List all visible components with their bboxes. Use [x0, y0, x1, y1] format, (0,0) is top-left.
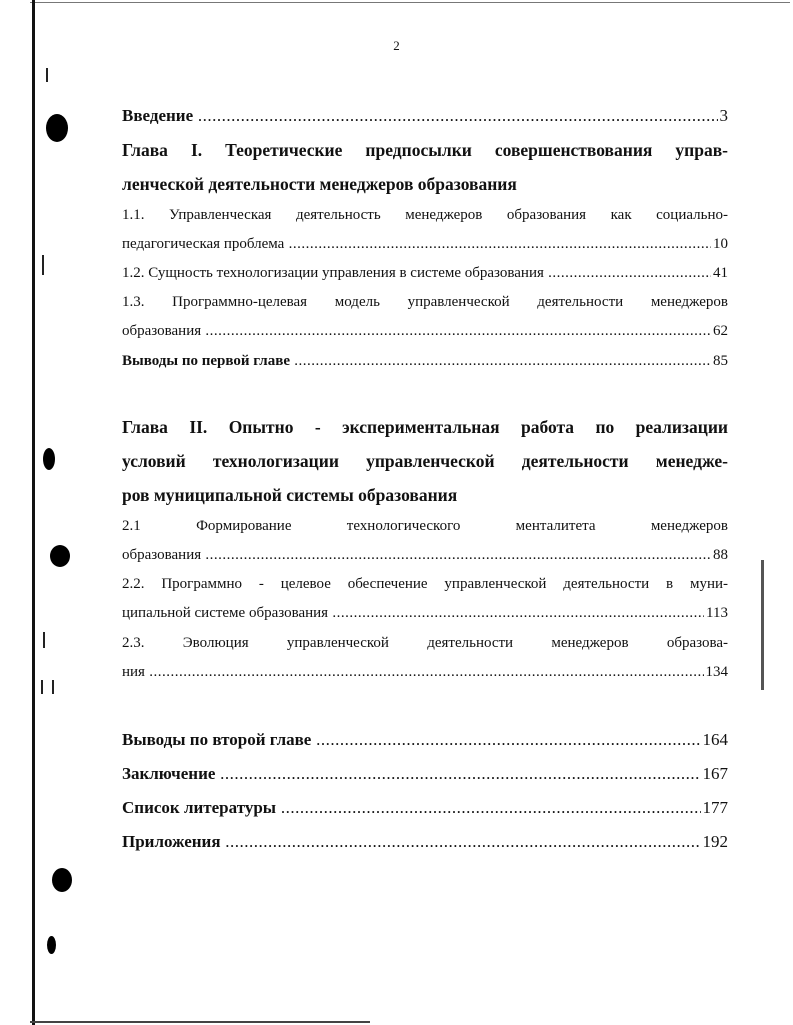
scan-edge-bottom	[30, 1021, 370, 1023]
toc-label-line-2: образования .....	[122, 541, 711, 570]
toc-label-line-1: 1.3. Программно-целевая модель управленческой деятельности менеджеров	[122, 294, 728, 310]
toc-label: Заключение .....	[122, 757, 701, 790]
toc-label-line-1: 1.1. Управленческая деятельность менеджеров образования как социально-	[122, 207, 728, 223]
toc-entry-conclusions-2	[122, 723, 728, 756]
scan-edge-left	[32, 0, 35, 1025]
toc-label: Выводы по второй главе .....	[122, 723, 701, 756]
toc-page: 177	[702, 798, 728, 817]
toc-label-line-2: образования .....	[122, 317, 711, 346]
toc-page: 167	[702, 764, 728, 783]
chapter-2-title-line-2: условий технологизации управленческой деятельности менедже-	[122, 451, 728, 471]
toc-label-line-2: педагогическая проблема .....	[122, 230, 711, 259]
scan-edge-top	[30, 2, 790, 3]
toc-page: 192	[702, 832, 728, 851]
toc-page: 164	[702, 730, 728, 749]
chapter-2-title-line-3: ров муниципальной системы образования	[122, 485, 458, 505]
toc-page: 10	[713, 236, 728, 252]
punch-hole-mark	[52, 868, 72, 892]
chapter-2-title-line-1: Глава II. Опытно - экспериментальная работа по реализации	[122, 417, 728, 437]
punch-hole-mark	[46, 114, 68, 142]
toc-label-line-1: 2.2. Программно - целевое обеспечение управленческой деятельности в муни-	[122, 576, 728, 592]
punch-hole-mark	[50, 545, 70, 567]
toc-page: 88	[713, 547, 728, 563]
toc-entry-2-3	[122, 629, 728, 687]
toc-label-line-1: 2.3. Эволюция управленческой деятельности менеджеров образова-	[122, 635, 728, 651]
page-number: 2	[393, 38, 400, 53]
toc-entry-2-2	[122, 570, 728, 628]
toc-entry-references	[122, 791, 728, 824]
toc-entry-conclusion	[122, 757, 728, 790]
toc-label: Введение .....	[122, 99, 718, 132]
toc-entry-1-1	[122, 201, 728, 259]
toc-entry-intro	[122, 99, 728, 132]
punch-hole-mark	[43, 448, 55, 470]
toc-entry-1-3	[122, 288, 728, 346]
toc-page: 41	[713, 265, 728, 281]
toc-label: Выводы по первой главе .....	[122, 347, 711, 376]
toc-entry-1-2	[122, 259, 728, 288]
toc-page: 134	[705, 664, 728, 680]
scan-edge-right	[761, 560, 764, 690]
toc-page: 62	[713, 323, 728, 339]
toc-page: 85	[713, 353, 728, 369]
toc-label-line-2: ципальной системе образования .....	[122, 599, 704, 628]
toc-label: Приложения .....	[122, 825, 701, 858]
toc-entry-2-1	[122, 512, 728, 570]
chapter-1-title-line-2: ленческой деятельности менеджеров образования	[122, 174, 517, 194]
toc-entry-conclusions-1	[122, 347, 728, 376]
chapter-1-title-line-1: Глава I. Теоретические предпосылки совершенствования управ-	[122, 140, 728, 160]
toc-page: 3	[719, 106, 728, 125]
toc-label: Список литературы .....	[122, 791, 701, 824]
toc-entry-appendices	[122, 825, 728, 858]
scan-speck	[46, 68, 48, 82]
scan-speck	[42, 255, 44, 275]
toc-label-line-1: 2.1 Формирование технологического менталитета менеджеров	[122, 518, 728, 534]
punch-hole-mark	[47, 936, 56, 954]
scan-speck	[41, 680, 54, 694]
toc-label: 1.2. Сущность технологизации управления в системе образования .....	[122, 259, 711, 288]
toc-label-line-2: ния .....	[122, 658, 704, 687]
scan-speck	[43, 632, 45, 648]
toc-page: 113	[706, 605, 728, 621]
